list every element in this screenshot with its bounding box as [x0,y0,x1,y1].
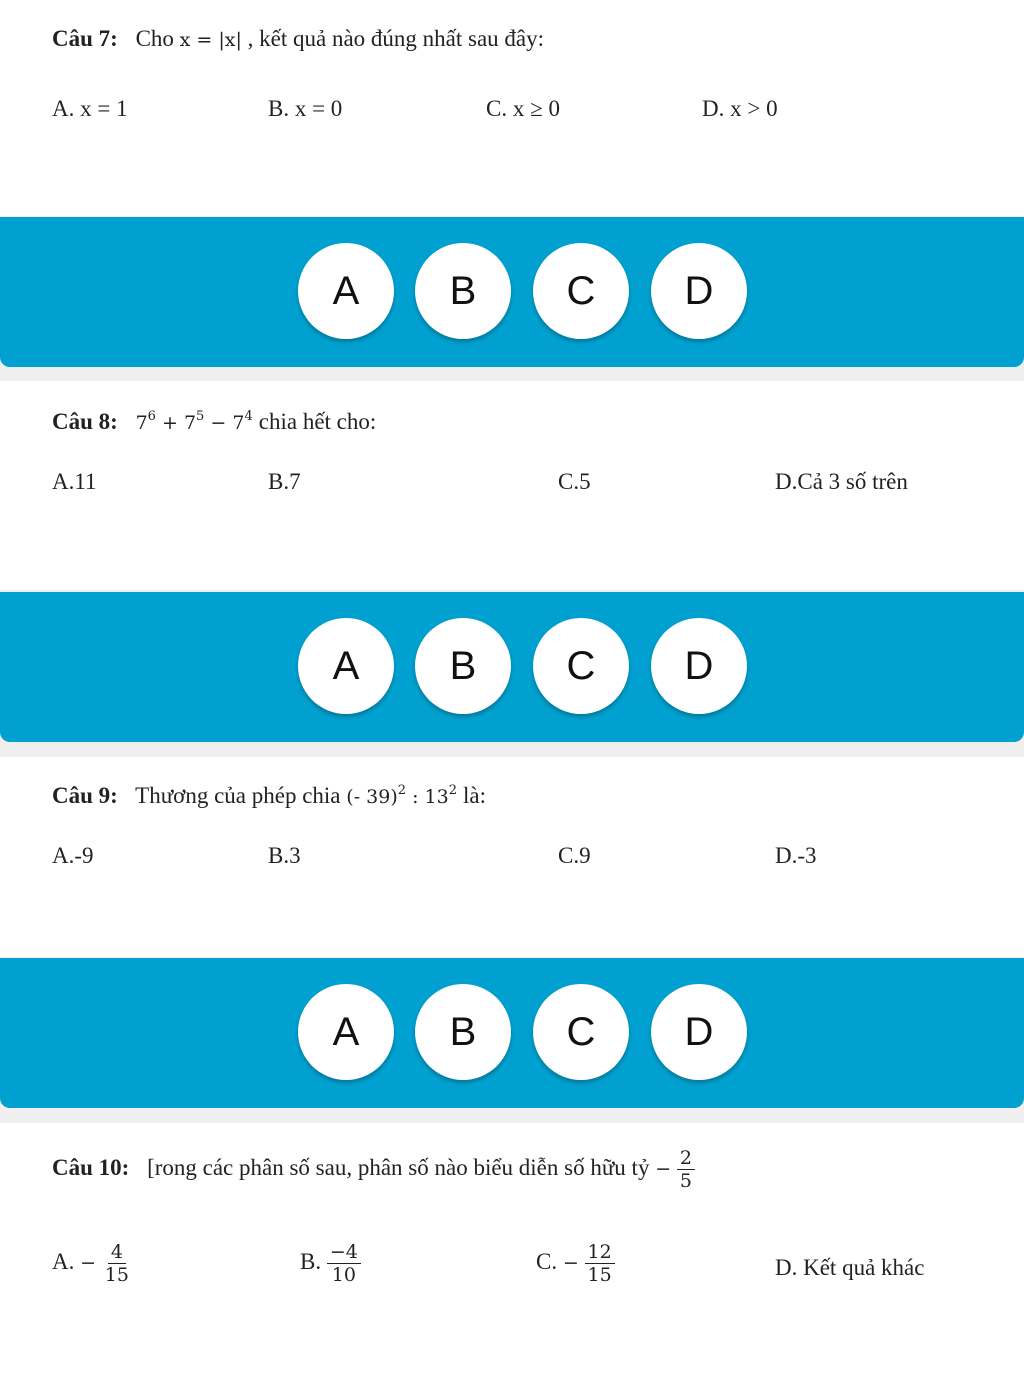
answer-button-d[interactable]: D [651,984,747,1080]
answer-band-9 [0,958,1024,1108]
option-b: B.3 [268,843,301,868]
option-d: D.-3 [775,843,817,868]
question-fraction: $\frac{2}{5}$ [677,1147,695,1192]
question-label: Câu 7: [52,26,118,51]
question-card-7 [0,0,1024,216]
question-formula: x = |x| [179,29,242,51]
answer-band-7 [0,217,1024,367]
option-b: B. x = 0 [268,96,343,121]
option-d: D.Cả 3 số trên [775,469,908,494]
question-formula: (- 39)$^2$ : $13^2$ [346,783,457,808]
option-d: D. Kết quả khác [775,1255,925,1280]
answer-button-d[interactable]: D [651,618,747,714]
option-b: B.7 [268,469,301,494]
answer-button-b[interactable]: B [415,984,511,1080]
question-9 [52,783,486,809]
question-card-10 [0,1123,1024,1387]
option-c: C.9 [558,843,591,868]
question-10 [52,1147,695,1192]
question-text: [rong các phân số sau, phân số nào biểu diễn số hữu tỷ [147,1154,650,1180]
option-a: A. x = 1 [52,96,128,121]
answer-button-a[interactable]: A [298,618,394,714]
answer-button-a[interactable]: A [298,984,394,1080]
answer-button-b[interactable]: B [415,618,511,714]
question-label: Câu 9: [52,783,118,808]
question-text: Thương của phép chia [135,783,341,808]
option-c: C.5 [558,469,591,494]
question-card-8 [0,381,1024,590]
option-a: A. − $\frac{4}{15}$ [52,1241,129,1286]
answer-button-a[interactable]: A [298,243,394,339]
question-text: Cho [135,26,174,51]
question-formula: $7^6 + 7^5 - 7^4$ [135,409,253,434]
answer-button-d[interactable]: D [651,243,747,339]
answer-button-c[interactable]: C [533,984,629,1080]
question-label: Câu 8: [52,409,118,434]
question-8 [52,409,376,435]
answer-button-b[interactable]: B [415,243,511,339]
answer-button-c[interactable]: C [533,618,629,714]
question-label: Câu 10: [52,1154,130,1180]
option-d: D. x > 0 [702,96,778,121]
answer-band-8 [0,592,1024,742]
question-card-9 [0,757,1024,957]
question-frac-sign: − [655,1157,672,1180]
question-text: chia hết cho: [258,409,377,434]
question-text: là: [463,783,487,808]
option-a: A.-9 [52,843,94,868]
option-c: C. − $\frac{12}{15}$ [536,1241,615,1286]
answer-button-c[interactable]: C [533,243,629,339]
question-7 [52,26,544,52]
option-c: C. x ≥ 0 [486,96,560,121]
question-text: , kết quả nào đúng nhất sau đây: [247,26,545,51]
option-b: B. $\frac{-4}{10}$ [300,1241,361,1286]
option-a: A.11 [52,469,97,494]
